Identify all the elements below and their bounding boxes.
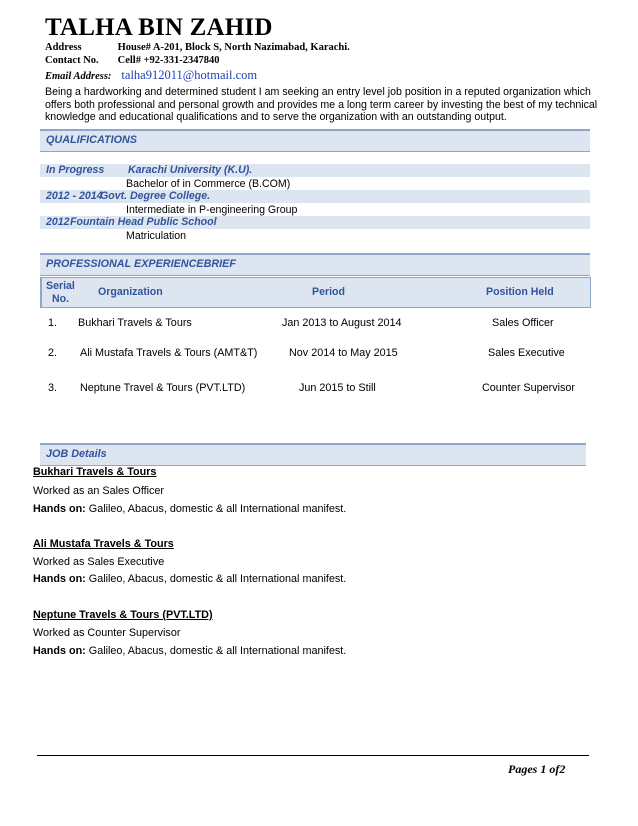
contact-line <box>45 55 220 66</box>
hands-on-text: Galileo, Abacus, domestic & all International manifest. <box>85 503 347 515</box>
footer-divider <box>37 755 589 756</box>
hands-on-text: Galileo, Abacus, domestic & all International manifest. <box>85 645 347 657</box>
row-organization: Bukhari Travels & Tours <box>78 317 192 329</box>
hands-on-text: Galileo, Abacus, domestic & all International manifest. <box>85 573 347 585</box>
qualification-institute: Govt. Degree College. <box>100 190 211 202</box>
job-role: Worked as Sales Executive <box>33 556 165 568</box>
qualifications-section-header <box>40 129 590 152</box>
qualification-period: In Progress <box>46 164 105 176</box>
address-line <box>45 42 350 53</box>
address-value: House# A-201, Block S, North Nazimabad, Karachi. <box>117 42 350 53</box>
qualification-degree: Bachelor of in Commerce (B.COM) <box>126 178 291 190</box>
qualification-degree: Intermediate in P-engineering Group <box>126 204 298 216</box>
col-position: Position Held <box>486 286 554 298</box>
experience-table-header <box>40 277 591 308</box>
job-hands-on <box>33 645 346 657</box>
experience-heading: PROFESSIONAL EXPERIENCEBRIEF <box>46 258 236 270</box>
experience-section-header <box>40 253 590 276</box>
job-company: Ali Mustafa Travels & Tours <box>33 538 174 550</box>
row-position: Counter Supervisor <box>482 382 576 394</box>
contact-label: Contact No. <box>45 55 99 66</box>
qualification-row-1 <box>40 164 590 177</box>
job-role: Worked as an Sales Officer <box>33 485 165 497</box>
hands-on-label: Hands on: <box>33 503 86 515</box>
qualification-row-3 <box>40 216 590 229</box>
row-no: 3. <box>48 382 58 394</box>
row-organization: Ali Mustafa Travels & Tours (AMT&T) <box>80 347 258 359</box>
row-organization: Neptune Travel & Tours (PVT.LTD) <box>80 382 246 394</box>
job-hands-on <box>33 573 346 585</box>
row-period: Jun 2015 to Still <box>299 382 376 394</box>
job-hands-on <box>33 503 346 515</box>
row-no: 1. <box>48 317 58 329</box>
objective-paragraph: Being a hardworking and determined student I am seeking an entry level job position in a reputed organization which offers both professional and personal growth and provides me a long term career by investing the best of my technical knowledge and educational qualifications and to serve the organization with an outstanding output. <box>45 86 598 123</box>
email-link[interactable]: talha912011@hotmail.com <box>121 68 258 82</box>
col-serial: Serial <box>46 280 75 292</box>
qualification-period: 2012 <box>46 216 70 228</box>
page-number: Pages 1 of2 <box>508 762 566 776</box>
qualifications-heading: QUALIFICATIONS <box>46 134 137 146</box>
qualification-degree: Matriculation <box>126 230 187 242</box>
qualification-institute: Karachi University (K.U). <box>128 164 253 176</box>
email-line <box>45 66 257 84</box>
job-role: Worked as Counter Supervisor <box>33 627 181 639</box>
address-label: Address <box>45 42 82 53</box>
col-period: Period <box>312 286 345 298</box>
job-company: Bukhari Travels & Tours <box>33 466 157 478</box>
contact-value: Cell# +92-331-2347840 <box>117 55 220 66</box>
col-serial-no: No. <box>52 293 70 305</box>
hands-on-label: Hands on: <box>33 573 86 585</box>
row-position: Sales Officer <box>492 317 554 329</box>
col-organization: Organization <box>98 286 163 298</box>
qualification-row-2 <box>40 190 590 203</box>
email-label: Email Address: <box>45 71 112 82</box>
candidate-name: TALHA BIN ZAHID <box>45 14 273 41</box>
row-position: Sales Executive <box>488 347 565 359</box>
hands-on-label: Hands on: <box>33 645 86 657</box>
row-no: 2. <box>48 347 58 359</box>
job-company: Neptune Travels & Tours (PVT.LTD) <box>33 609 213 621</box>
job-details-heading: JOB Details <box>46 448 107 460</box>
row-period: Jan 2013 to August 2014 <box>282 317 402 329</box>
qualification-institute: Fountain Head Public School <box>70 216 217 228</box>
row-period: Nov 2014 to May 2015 <box>289 347 398 359</box>
qualification-period: 2012 - 2014 <box>46 190 103 202</box>
job-details-section-header <box>40 443 586 466</box>
